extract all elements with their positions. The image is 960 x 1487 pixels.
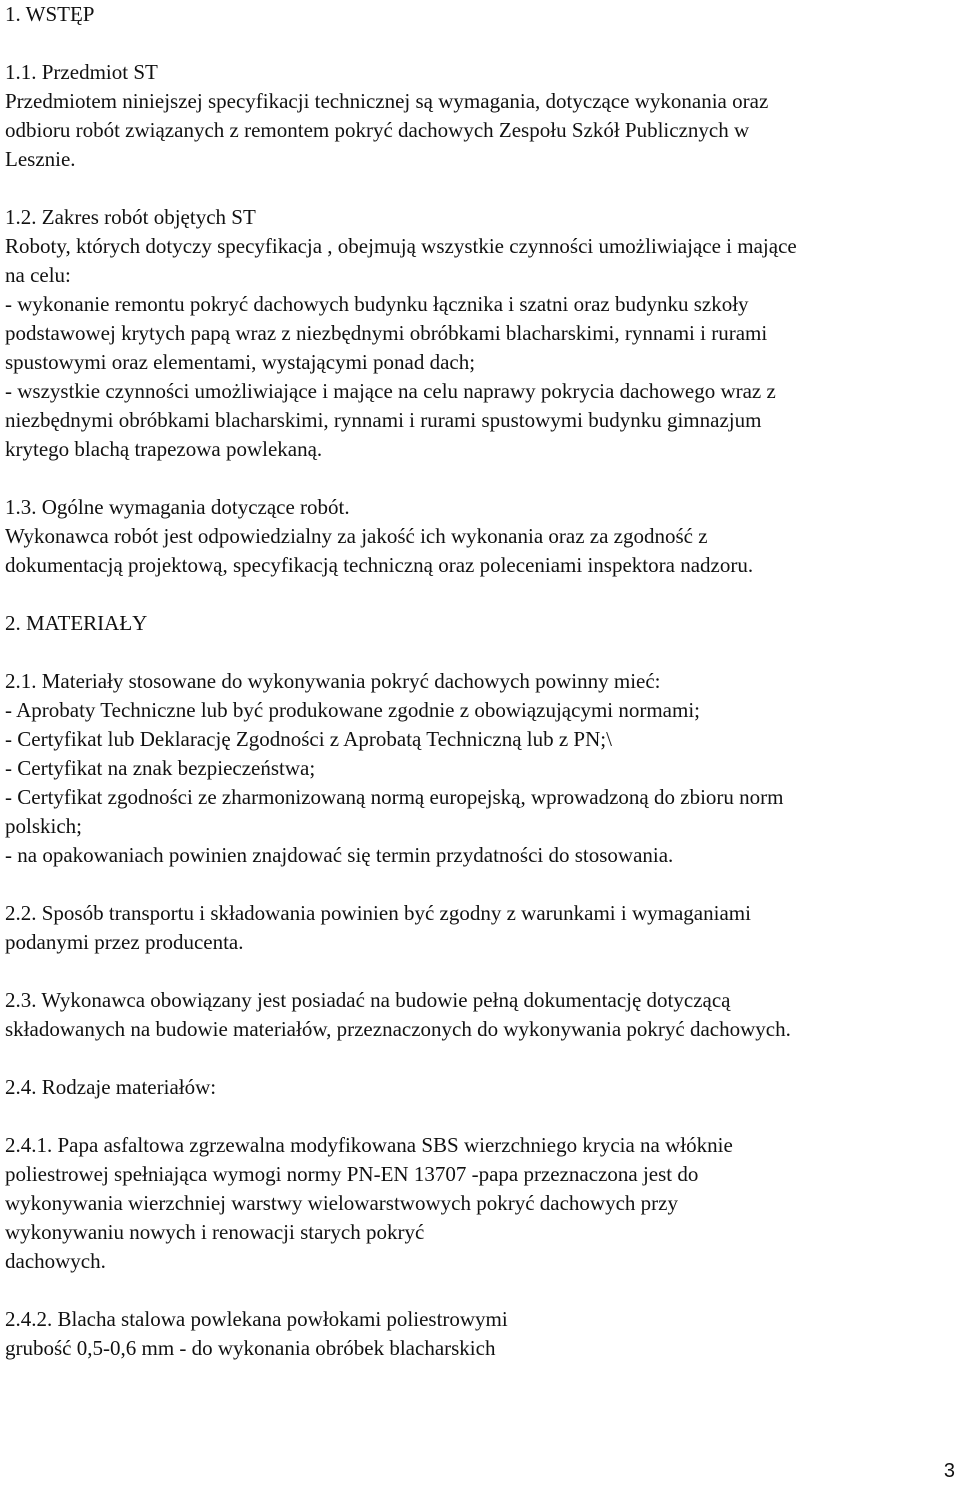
section-2-3: [5, 986, 955, 1044]
section-2-4-2: [5, 1305, 955, 1363]
spacer: [5, 580, 955, 609]
text-line: na celu:: [5, 263, 71, 287]
spacer: [5, 638, 955, 667]
heading-materialy: [5, 609, 955, 638]
text-line: grubość 0,5-0,6 mm - do wykonania obróbek blacharskich: [5, 1336, 496, 1360]
text-line: polskich;: [5, 814, 82, 838]
text-line: Roboty, których dotyczy specyfikacja , obejmują wszystkie czynności umożliwiające i mające: [5, 234, 797, 258]
spacer: [5, 174, 955, 203]
text-line: składowanych na budowie materiałów, przeznaczonych do wykonywania pokryć dachowych.: [5, 1017, 791, 1041]
text-line: poliestrowej spełniająca wymogi normy PN-EN 13707 -papa przeznaczona jest do: [5, 1162, 699, 1186]
section-title: 1.3. Ogólne wymagania dotyczące robót.: [5, 495, 350, 519]
spacer: [5, 29, 955, 58]
heading-wstep: [5, 0, 955, 29]
text-line: podstawowej krytych papą wraz z niezbędnymi obróbkami blacharskimi, rynnami i rurami: [5, 321, 768, 345]
text-line: - Aprobaty Techniczne lub być produkowane zgodnie z obowiązującymi normami;: [5, 698, 701, 722]
section-title: 1.1. Przedmiot ST: [5, 60, 158, 84]
spacer: [5, 957, 955, 986]
section-2-1: [5, 667, 955, 870]
text-line: 2.1. Materiały stosowane do wykonywania pokryć dachowych powinny mieć:: [5, 669, 661, 693]
text-line: - Certyfikat lub Deklarację Zgodności z Aprobatą Techniczną lub z PN;\: [5, 727, 612, 751]
section-title: 1.2. Zakres robót objętych ST: [5, 205, 256, 229]
page-number: 3: [943, 1460, 955, 1482]
text-line: - Certyfikat na znak bezpieczeństwa;: [5, 756, 316, 780]
text-line: Przedmiotem niniejszej specyfikacji technicznej są wymagania, dotyczące wykonania oraz: [5, 89, 769, 113]
text-line: dokumentacją projektową, specyfikacją techniczną oraz poleceniami inspektora nadzoru.: [5, 553, 754, 577]
section-2-4: [5, 1073, 955, 1102]
text-line: 2.3. Wykonawca obowiązany jest posiadać na budowie pełną dokumentację dotyczącą: [5, 988, 731, 1012]
text-line: wykonywaniu nowych i renowacji starych pokryć: [5, 1220, 425, 1244]
spacer: [5, 870, 955, 899]
text-line: - na opakowaniach powinien znajdować się termin przydatności do stosowania.: [5, 843, 674, 867]
text-line: 2.4.1. Papa asfaltowa zgrzewalna modyfikowana SBS wierzchniego krycia na włóknie: [5, 1133, 733, 1157]
text-line: - wykonanie remontu pokryć dachowych budynku łącznika i szatni oraz budynku szkoły: [5, 292, 749, 316]
section-2-4-1: [5, 1131, 955, 1276]
spacer: [5, 1044, 955, 1073]
spacer: [5, 1102, 955, 1131]
text-line: spustowymi oraz elementami, wystającymi ponad dach;: [5, 350, 476, 374]
text-line: odbioru robót związanych z remontem pokryć dachowych Zespołu Szkół Publicznych w: [5, 118, 750, 142]
section-2-2: [5, 899, 955, 957]
text-line: podanymi przez producenta.: [5, 930, 244, 954]
text-line: 2.2. Sposób transportu i składowania powinien być zgodny z warunkami i wymaganiami: [5, 901, 751, 925]
section-1-3: [5, 493, 955, 580]
text-line: dachowych.: [5, 1249, 106, 1273]
text-line: Wykonawca robót jest odpowiedzialny za jakość ich wykonania oraz za zgodność z: [5, 524, 708, 548]
spacer: [5, 464, 955, 493]
section-title: 2.4. Rodzaje materiałów:: [5, 1075, 217, 1099]
text-line: 2.4.2. Blacha stalowa powlekana powłokami poliestrowymi: [5, 1307, 508, 1331]
heading-text: 2. MATERIAŁY: [5, 611, 148, 635]
document-page: [5, 0, 955, 1363]
text-line: - Certyfikat zgodności ze zharmonizowaną normą europejską, wprowadzoną do zbioru norm: [5, 785, 784, 809]
text-line: Lesznie.: [5, 147, 76, 171]
text-line: - wszystkie czynności umożliwiające i mające na celu naprawy pokrycia dachowego wraz z: [5, 379, 776, 403]
section-1-2: [5, 203, 955, 464]
text-line: niezbędnymi obróbkami blacharskimi, rynnami i rurami spustowymi budynku gimnazjum: [5, 408, 762, 432]
text-line: krytego blachą trapezowa powlekaną.: [5, 437, 323, 461]
section-1-1: [5, 58, 955, 174]
spacer: [5, 1276, 955, 1305]
text-line: wykonywania wierzchniej warstwy wielowarstwowych pokryć dachowych przy: [5, 1191, 678, 1215]
heading-text: 1. WSTĘP: [5, 2, 95, 26]
